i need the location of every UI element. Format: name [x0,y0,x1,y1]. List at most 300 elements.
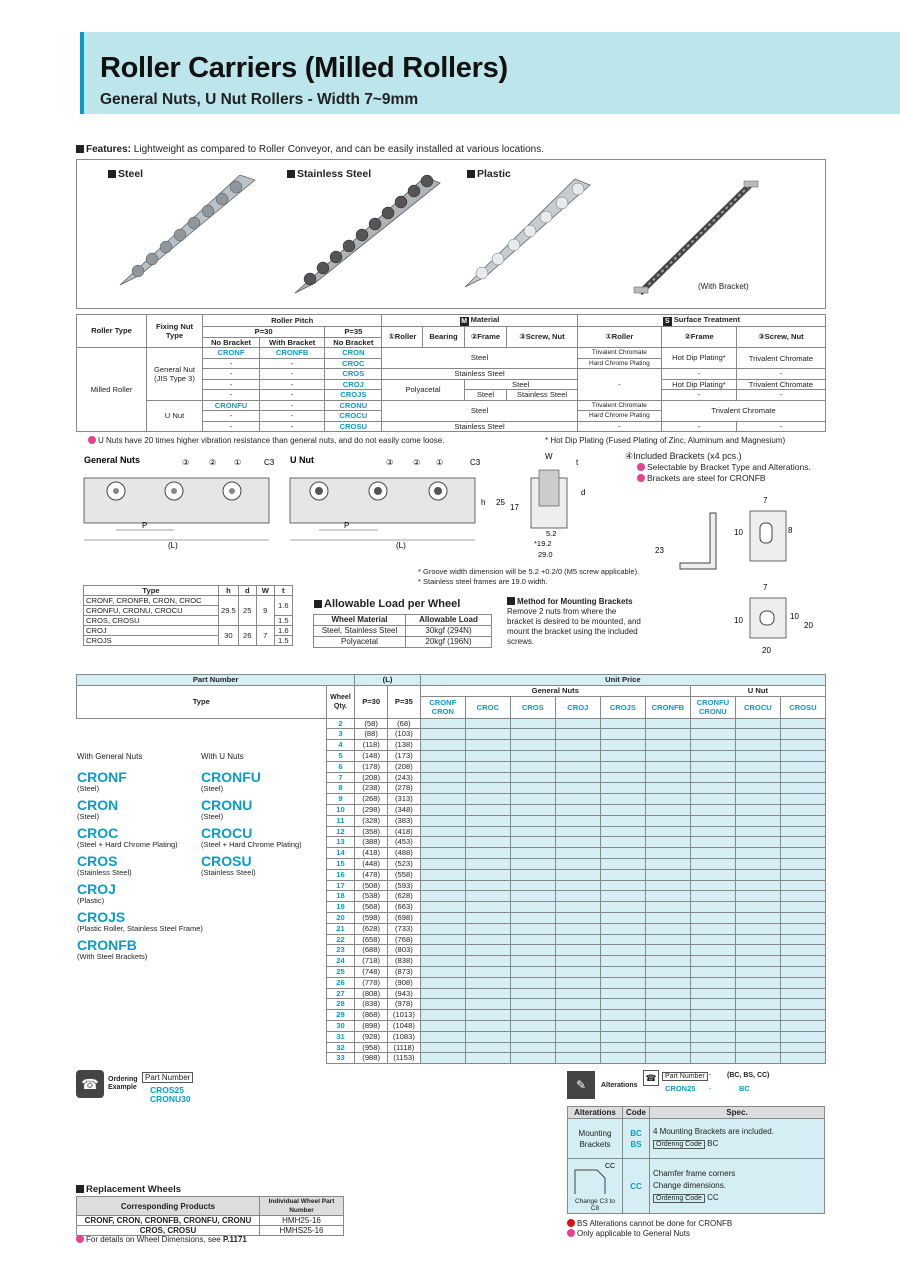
price-cell [555,869,600,880]
general-nut-types [77,770,203,966]
price-cell [555,956,600,967]
type-desc: (With Steel Brackets) [77,952,148,961]
price-cell [465,794,510,805]
price-cell [510,858,555,869]
type-code: CRONU [201,797,253,813]
price-cell [735,729,780,740]
price-cell [735,815,780,826]
price-cell [780,1042,825,1053]
type-entry [77,826,203,849]
price-cell [465,999,510,1010]
price-cell [420,934,465,945]
length-value: (298) [355,804,388,815]
price-cell [735,1020,780,1031]
price-cell [555,858,600,869]
type-entry [77,854,203,877]
price-cell [645,837,690,848]
price-cell [780,999,825,1010]
length-value: (568) [355,902,388,913]
price-col-2: CROS [510,696,555,718]
price-cell [555,761,600,772]
price-cell [510,740,555,751]
price-cell [600,902,645,913]
price-cell [600,956,645,967]
wheel-qty: 22 [326,934,355,945]
price-cell [420,837,465,848]
price-cell [420,945,465,956]
price-cell [420,923,465,934]
price-cell [600,1010,645,1021]
price-cell [645,772,690,783]
price-cell [555,1031,600,1042]
type-desc: (Steel) [201,812,224,821]
price-cell [690,826,735,837]
price-cell [510,923,555,934]
price-cell [420,1020,465,1031]
price-cell [600,761,645,772]
svg-text:20: 20 [762,646,771,655]
chamfer-icon [571,1160,619,1196]
svg-text:5.2: 5.2 [546,529,557,538]
groove-notes: * Groove width dimension will be 5.2 +0.2/0 (M5 screw applicable). * Stainless steel frames are 19.0 width. [418,567,640,586]
wheel-qty: 20 [326,912,355,923]
price-cell [465,718,510,729]
wheel-qty: 30 [326,1020,355,1031]
price-cell [735,880,780,891]
svg-text:7: 7 [763,496,768,505]
price-cell [645,966,690,977]
price-cell [510,869,555,880]
product-label-stainless: Stainless Steel [287,168,371,180]
price-cell [465,772,510,783]
length-value: (768) [388,934,421,945]
price-cell [420,794,465,805]
price-cell [420,966,465,977]
length-value: (488) [388,848,421,859]
price-cell [555,740,600,751]
type-desc: (Steel + Hard Chrome Plating) [77,840,178,849]
price-cell [690,902,735,913]
wheel-qty: 23 [326,945,355,956]
length-value: (988) [355,1053,388,1064]
price-cell [780,912,825,923]
price-cell [645,826,690,837]
price-cell [555,848,600,859]
price-cell [735,999,780,1010]
price-cell [690,988,735,999]
price-cell [420,880,465,891]
price-cell [735,848,780,859]
price-cell [645,1031,690,1042]
price-cell [645,858,690,869]
length-value: (208) [388,761,421,772]
length-value: (978) [388,999,421,1010]
price-cell [780,945,825,956]
price-cell [735,869,780,880]
price-cell [510,815,555,826]
price-cell [690,718,735,729]
price-cell [510,1010,555,1021]
price-cell [690,1020,735,1031]
svg-text:C3: C3 [470,458,481,467]
price-cell [420,891,465,902]
svg-text:25: 25 [496,498,505,507]
price-cell [510,794,555,805]
length-value: (1118) [388,1042,421,1053]
wheel-qty: 9 [326,794,355,805]
price-cell [555,912,600,923]
price-cell [645,988,690,999]
price-cell [690,891,735,902]
wheel-qty: 33 [326,1053,355,1064]
price-cell [465,848,510,859]
price-cell [645,977,690,988]
price-cell [600,1031,645,1042]
price-cell [600,966,645,977]
type-desc: (Steel) [77,812,100,821]
price-cell [555,837,600,848]
wheel-qty: 10 [326,804,355,815]
svg-text:C3: C3 [264,458,275,467]
price-cell [465,858,510,869]
length-value: (718) [355,956,388,967]
phone-icon: ☎ [76,1070,104,1098]
price-cell [420,740,465,751]
price-cell [645,1042,690,1053]
spec-table: Roller Type Fixing Nut Type Roller Pitch M Material S Surface Treatment P=30 P=35 ①Roller Bearing ②Frame ③Screw, Nut ①Roller ②Frame ③Screw, Nut No Bracket With Bracket No Bracket Milled Roller General Nut (JIS Type 3) CRONF CRONFB CRON Steel Trivalent Chromate Hot Dip Plating* Trivalent Chromate - - CROC Hard Chrome Plating - - CROS Stainless Steel - - - - - CROJ Polyacetal Steel Hot Dip Plating* Trivalent Chromate - - CROJS Steel Stainless Steel - - U Nut CRONFU - CRONU Steel Trivalent Chromate Trivalent Chromate - - CROCU Hard Chrome Plating - - CROSU Stainless Steel - - - [76,314,826,432]
alterations-header: ✎ Alterations ☎ Part Number - (BC, BS, CC) CRON25 - BC [567,1068,827,1102]
type-code: CROC [77,825,119,841]
wheel-dimension-note: For details on Wheel Dimensions, see P.1171 [76,1235,247,1244]
price-cell [510,826,555,837]
dimension-drawings [76,450,636,580]
pencil-icon: ✎ [567,1071,595,1099]
price-cell [735,912,780,923]
type-desc: (Stainless Steel) [201,868,256,877]
length-value: (358) [355,826,388,837]
price-cell [780,837,825,848]
price-cell [600,945,645,956]
price-cell [780,1010,825,1021]
price-cell [645,912,690,923]
length-value: (1013) [388,1010,421,1021]
length-value: (908) [388,977,421,988]
length-value: (478) [355,869,388,880]
price-cell [735,858,780,869]
price-cell [510,999,555,1010]
price-cell [465,1042,510,1053]
wheel-qty: 11 [326,815,355,826]
price-cell [780,977,825,988]
length-value: (103) [388,729,421,740]
svg-text:10: 10 [734,616,743,625]
length-value: (508) [355,880,388,891]
price-cell [645,869,690,880]
price-cell [645,956,690,967]
price-cell [420,815,465,826]
wheel-qty: 18 [326,891,355,902]
price-cell [465,966,510,977]
price-cell [600,912,645,923]
type-code: CRONF [77,769,127,785]
price-cell [690,783,735,794]
price-cell [690,750,735,761]
price-cell [465,988,510,999]
price-cell [510,934,555,945]
features-line: Features: Lightweight as compared to Roller Conveyor, and can be easily installed at various locations. [76,144,544,155]
price-cell [465,945,510,956]
price-cell [690,729,735,740]
svg-text:10: 10 [790,612,799,621]
price-cell [510,837,555,848]
price-cell [465,880,510,891]
length-value: (868) [355,1010,388,1021]
price-row [77,977,826,988]
price-cell [780,891,825,902]
price-cell [690,1053,735,1064]
price-cell [600,718,645,729]
price-cell [420,718,465,729]
length-value: (453) [388,837,421,848]
price-cell [465,783,510,794]
wheel-qty: 32 [326,1042,355,1053]
price-cell [555,729,600,740]
price-cell [600,999,645,1010]
price-cell [780,988,825,999]
price-cell [735,945,780,956]
price-cell [735,902,780,913]
price-cell [420,1053,465,1064]
length-value: (68) [388,718,421,729]
price-cell [465,956,510,967]
length-value: (328) [355,815,388,826]
price-cell [690,869,735,880]
wheel-qty: 8 [326,783,355,794]
length-value: (688) [355,945,388,956]
price-cell [735,891,780,902]
svg-text:t: t [576,458,579,467]
length-value: (238) [355,783,388,794]
price-cell [555,794,600,805]
price-cell [690,1031,735,1042]
length-value: (1048) [388,1020,421,1031]
price-cell [735,761,780,772]
price-cell [510,729,555,740]
price-cell [600,869,645,880]
svg-text:*19.2: *19.2 [534,539,552,548]
price-cell [735,966,780,977]
type-desc: (Steel + Hard Chrome Plating) [201,840,302,849]
price-cell [510,880,555,891]
price-cell [600,740,645,751]
svg-text:20: 20 [804,621,813,630]
price-cell [600,826,645,837]
wheel-qty: 21 [326,923,355,934]
price-cell [690,912,735,923]
price-col-1: CROC [465,696,510,718]
price-cell [690,772,735,783]
price-cell [645,804,690,815]
length-value: (628) [388,891,421,902]
svg-text:P: P [142,521,148,530]
length-value: (958) [355,1042,388,1053]
price-cell [780,1053,825,1064]
svg-text:d: d [581,488,586,497]
with-general-nuts-label: With General Nuts [77,752,143,761]
unut-note: U Nuts have 20 times higher vibration resistance than general nuts, and do not easily come loose. [88,436,444,445]
price-cell [600,815,645,826]
price-cell [780,761,825,772]
type-code: CROJS [77,909,126,925]
length-value: (808) [355,988,388,999]
price-cell [555,1020,600,1031]
price-cell [645,783,690,794]
price-cell [780,740,825,751]
price-cell [420,848,465,859]
price-cell [645,750,690,761]
price-cell [555,718,600,729]
price-cell [510,783,555,794]
price-cell [555,880,600,891]
price-cell [645,1010,690,1021]
price-cell [465,740,510,751]
price-cell [555,1010,600,1021]
price-cell [690,794,735,805]
price-cell [510,1020,555,1031]
wheel-qty: 19 [326,902,355,913]
svg-text:(L): (L) [168,541,178,550]
price-col-0: CRONF CRON [420,696,465,718]
type-entry [77,938,203,961]
price-cell [555,966,600,977]
product-label-plastic: Plastic [467,168,511,180]
length-value: (58) [355,718,388,729]
price-cell [780,923,825,934]
svg-text:h: h [481,498,486,507]
wheel-qty: 5 [326,750,355,761]
price-cell [735,923,780,934]
price-cell [420,902,465,913]
price-cell [510,977,555,988]
price-cell [465,869,510,880]
price-cell [780,783,825,794]
length-value: (118) [355,740,388,751]
price-cell [690,761,735,772]
price-cell [780,750,825,761]
alterations-notes: BS Alterations cannot be done for CRONFB Only applicable to General Nuts [567,1219,732,1239]
length-value: (558) [388,869,421,880]
replacement-title: Replacement Wheels [76,1184,181,1195]
type-entry [77,910,203,933]
price-cell [600,750,645,761]
length-value: (748) [355,966,388,977]
price-cell [600,858,645,869]
plastic-carrier-image [465,179,590,287]
price-cell [690,923,735,934]
price-cell [600,880,645,891]
price-cell [555,826,600,837]
price-cell [690,945,735,956]
svg-text:10: 10 [734,528,743,537]
length-value: (943) [388,988,421,999]
type-entry [77,798,203,821]
wheel-qty: 28 [326,999,355,1010]
price-cell [510,891,555,902]
steel-carrier-image [120,175,255,285]
length-value: (208) [355,772,388,783]
price-cell [510,848,555,859]
type-desc: (Stainless Steel) [77,868,132,877]
price-cell [645,815,690,826]
wheel-qty: 7 [326,772,355,783]
price-cell [645,729,690,740]
price-cell [555,988,600,999]
svg-text:CC: CC [605,1163,616,1170]
type-entry [201,770,302,793]
price-cell [690,1010,735,1021]
price-cell [690,934,735,945]
price-cell [465,804,510,815]
length-value: (523) [388,858,421,869]
wheel-qty: 4 [326,740,355,751]
price-row [77,1031,826,1042]
price-cell [780,934,825,945]
length-value: (838) [355,999,388,1010]
mounting-method: Method for Mounting Brackets Remove 2 nuts from where the bracket is desired to be mounted, and mount the bracket using the included screws. [507,597,641,646]
price-cell [735,794,780,805]
type-desc: (Plastic) [77,896,105,905]
length-value: (1153) [388,1053,421,1064]
svg-text:②: ② [413,458,421,467]
dimension-table: Type h d W t CRONF, CRONFB, CRON, CROC 29.5 25 9 1.6 CRONFU, CRONU, CROCU CROS, CROSU 1.5 CROJ 30 26 7 1.6 CROJS 1.5 [83,585,293,646]
price-row [77,1053,826,1064]
length-value: (243) [388,772,421,783]
price-cell [510,945,555,956]
price-cell [465,729,510,740]
length-value: (598) [355,912,388,923]
type-desc: (Plastic Roller, Stainless Steel Frame) [77,924,203,933]
price-cell [465,1053,510,1064]
price-cell [645,794,690,805]
price-cell [690,837,735,848]
price-row [77,740,826,751]
brackets-info: ④Included Brackets (x4 pcs.) Selectable by Bracket Type and Alterations. Brackets are steel for CRONFB [625,451,811,483]
price-cell [600,772,645,783]
wheel-qty: 12 [326,826,355,837]
price-cell [420,956,465,967]
price-cell [780,794,825,805]
price-cell [780,858,825,869]
price-cell [420,912,465,923]
type-desc: (Steel) [201,784,224,793]
price-cell [735,1031,780,1042]
price-cell [510,718,555,729]
length-value: (628) [355,923,388,934]
price-cell [420,750,465,761]
wheel-qty: 29 [326,1010,355,1021]
price-cell [555,772,600,783]
price-row [77,1010,826,1021]
wheel-qty: 6 [326,761,355,772]
price-row [77,1042,826,1053]
length-value: (803) [388,945,421,956]
price-cell [555,804,600,815]
length-value: (733) [388,923,421,934]
wheel-qty: 25 [326,966,355,977]
price-cell [420,761,465,772]
u-nut-types [201,770,302,882]
with-u-nuts-label: With U Nuts [201,752,244,761]
